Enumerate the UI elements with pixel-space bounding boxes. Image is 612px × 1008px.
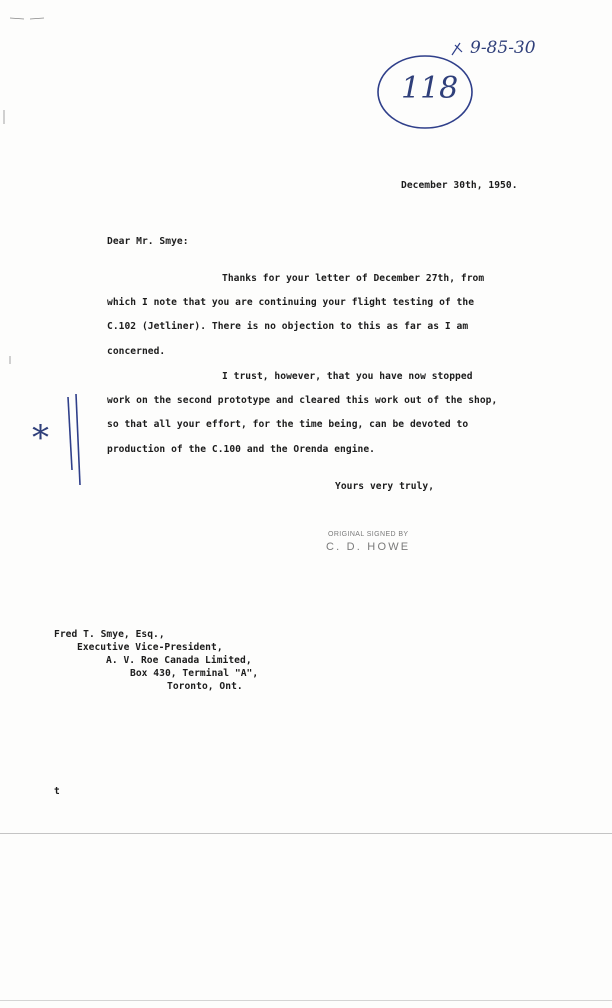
fold-line — [0, 1000, 612, 1001]
letter-date: December 30th, 1950. — [401, 180, 518, 191]
fold-line — [0, 833, 612, 834]
body-line: work on the second prototype and cleared this work out of the shop, — [107, 395, 498, 406]
address-line: A. V. Roe Canada Limited, — [106, 655, 252, 666]
typist-initial: t — [54, 786, 60, 797]
signature-stamp-line1: ORIGINAL SIGNED BY — [328, 531, 409, 538]
address-line: Executive Vice-President, — [77, 642, 223, 653]
signature-stamp-line2: C. D. HOWE — [326, 541, 411, 553]
body-line: which I note that you are continuing your flight testing of the — [107, 297, 475, 308]
closing: Yours very truly, — [335, 481, 435, 492]
address-line: Box 430, Terminal "A", — [130, 668, 259, 679]
body-line: concerned. — [107, 346, 166, 357]
body-line: so that all your effort, for the time being, can be devoted to — [107, 419, 469, 430]
body-line: Thanks for your letter of December 27th, from — [222, 273, 485, 284]
address-line: Fred T. Smye, Esq., — [54, 629, 165, 640]
address-line: Toronto, Ont. — [167, 681, 243, 692]
margin-asterisk: * — [32, 418, 49, 458]
file-reference: 9-85-30 — [470, 38, 536, 58]
salutation: Dear Mr. Smye: — [107, 236, 189, 247]
body-line: C.102 (Jetliner). There is no objection to this as far as I am — [107, 321, 469, 332]
body-line: production of the C.100 and the Orenda engine. — [107, 444, 375, 455]
body-line: I trust, however, that you have now stopped — [222, 371, 473, 382]
circled-number: 118 — [401, 71, 459, 106]
